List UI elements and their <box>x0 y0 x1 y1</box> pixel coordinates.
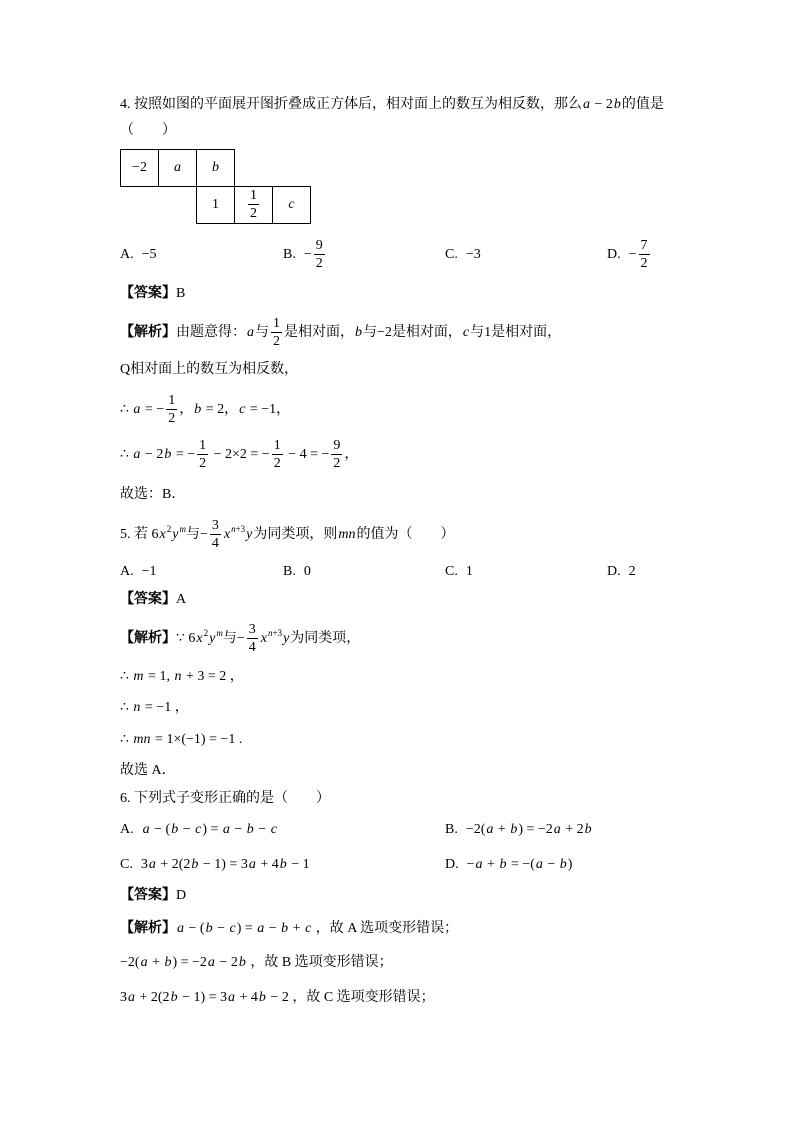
text-run: 与 <box>363 325 377 340</box>
math-expression: + <box>289 921 305 936</box>
fraction <box>314 239 325 271</box>
q5-analysis-line <box>120 618 360 658</box>
math-expression: − 2 <box>266 990 289 1005</box>
section-label: 【答案】 <box>120 591 176 607</box>
math-variable: n <box>231 524 236 534</box>
math-expression: ) = <box>236 921 257 936</box>
text-run: 与 <box>185 527 200 542</box>
math-variable: c <box>239 402 246 417</box>
q4-analysis-line <box>120 350 298 390</box>
math-variable: c <box>195 822 202 837</box>
q6-analysis-line <box>120 908 458 948</box>
text-run: A <box>176 592 187 607</box>
math-variable: a <box>553 822 561 837</box>
math-expression: − <box>230 822 246 837</box>
math-variable: b <box>246 822 254 837</box>
text-run: 的值是 <box>621 97 664 112</box>
math-variable: m <box>133 669 144 684</box>
math-expression: + 4 <box>236 990 258 1005</box>
math-variable: b <box>584 822 592 837</box>
q4-option-a <box>120 235 157 275</box>
math-expression: = 2 <box>202 402 225 417</box>
text-run: Q相对面上的数互为相反数， <box>120 362 299 377</box>
text-run: （ ） <box>120 123 176 138</box>
text-run: 的值为（ ） <box>356 527 455 542</box>
fraction-denominator: 2 <box>315 255 323 271</box>
fraction-denominator: 4 <box>211 535 219 551</box>
math-variable: b <box>171 822 179 837</box>
math-variable: a <box>583 97 590 112</box>
fraction-denominator: 4 <box>248 639 256 655</box>
text-run: 故选 A． <box>120 763 176 778</box>
math-variable: c <box>288 197 295 212</box>
math-variable: b <box>205 921 213 936</box>
fraction-numerator: 9 <box>333 437 341 453</box>
text-run: 故选：B． <box>120 487 186 502</box>
math-variable: m <box>216 628 223 638</box>
math-expression: −2( <box>120 955 140 970</box>
math-variable: a <box>257 921 265 936</box>
net-cell <box>158 149 197 187</box>
text-run: 为同类项， <box>290 631 361 646</box>
math-variable: b <box>510 822 518 837</box>
math-expression: ∴ <box>120 402 133 417</box>
math-expression: = − <box>172 447 196 462</box>
math-variable: a <box>142 822 150 837</box>
text-run: 5. 若 <box>120 527 152 542</box>
math-variable: b <box>281 921 289 936</box>
math-expression: 0 <box>303 564 311 579</box>
option-value <box>141 857 310 872</box>
math-expression: − 1) = 3 <box>199 857 248 872</box>
math-expression: + <box>148 955 164 970</box>
text-run: D <box>176 888 187 903</box>
math-variable: c <box>270 822 277 837</box>
q4-analysis-line <box>120 390 290 430</box>
math-expression: +3 <box>235 524 246 534</box>
math-expression: ) = −2 <box>172 955 207 970</box>
math-variable: a <box>207 955 215 970</box>
math-variable: b <box>212 160 219 175</box>
math-variable: b <box>499 857 507 872</box>
fraction-denominator: 2 <box>250 206 257 221</box>
math-expression: − <box>265 921 281 936</box>
fraction-numerator: 3 <box>248 621 256 637</box>
math-variable: a <box>475 857 483 872</box>
math-expression: 2 <box>203 628 209 638</box>
math-expression: 2 <box>628 564 636 579</box>
math-expression: = 1×(−1) = −1 . <box>151 732 243 747</box>
fraction <box>247 623 258 655</box>
math-variable: a <box>128 990 135 1005</box>
fraction-denominator: 2 <box>273 333 280 349</box>
option-value <box>142 564 157 579</box>
math-expression: ∴ <box>120 669 133 684</box>
q4-analysis-line <box>120 475 185 515</box>
option-label: A. <box>120 822 134 837</box>
q4-analysis-line <box>120 435 358 475</box>
section-label: 【答案】 <box>120 887 176 903</box>
math-expression: = −1 <box>246 402 277 417</box>
math-variable: n <box>267 628 273 638</box>
math-variable: n <box>133 700 141 715</box>
option-label: C. <box>445 247 458 262</box>
math-variable: a <box>228 990 236 1005</box>
fraction-numerator: 3 <box>211 517 219 533</box>
net-cell <box>196 186 235 224</box>
option-value <box>629 564 636 579</box>
section-label: 【解析】 <box>120 630 176 646</box>
math-expression: + 2 <box>561 822 584 837</box>
q4-answer <box>120 273 185 313</box>
math-expression: − 2 <box>141 447 164 462</box>
math-variable: b <box>613 97 621 112</box>
math-variable: c <box>305 921 312 936</box>
math-expression: ∴ <box>120 732 133 747</box>
fraction <box>272 439 283 471</box>
math-variable: b <box>279 857 287 872</box>
math-expression: − <box>213 921 229 936</box>
option-value <box>142 247 157 262</box>
math-expression: − 4 = − <box>284 447 330 462</box>
text-run: ， <box>226 669 244 684</box>
superscript <box>231 524 245 534</box>
math-expression: 3 <box>120 990 127 1005</box>
math-expression: +3 <box>272 628 283 638</box>
fraction <box>331 439 342 471</box>
fraction-denominator: 2 <box>168 410 176 426</box>
q4-analysis-line <box>120 312 561 352</box>
q5-stem <box>120 515 454 555</box>
q5-option-b <box>283 552 311 592</box>
math-expression: = −( <box>507 857 535 872</box>
math-expression: − ( <box>150 822 171 837</box>
math-variable: x <box>196 631 203 646</box>
math-expression: −1 <box>141 564 157 579</box>
math-expression: + <box>483 857 499 872</box>
fraction-denominator: 2 <box>199 455 207 471</box>
math-variable: y <box>209 631 216 646</box>
option-label: C. <box>120 857 133 872</box>
option-value <box>466 247 481 262</box>
q6-option-b <box>445 810 593 850</box>
text-run: 与 <box>255 325 269 340</box>
math-variable: b <box>238 955 246 970</box>
math-variable: mn <box>133 732 151 747</box>
math-variable: a <box>248 857 256 872</box>
math-expression: = − <box>141 402 165 417</box>
fraction-numerator: 1 <box>168 392 176 408</box>
net-cell <box>120 149 159 187</box>
fraction-denominator: 2 <box>273 455 281 471</box>
math-variable: b <box>559 857 567 872</box>
math-variable: x <box>260 631 267 646</box>
math-variable: b <box>164 955 172 970</box>
math-expression: − <box>254 822 270 837</box>
option-label: D. <box>607 247 621 262</box>
math-expression: − <box>543 857 559 872</box>
math-variable: a <box>140 955 148 970</box>
q5-answer <box>120 579 186 619</box>
option-label: A. <box>120 247 134 262</box>
math-variable: a <box>148 857 156 872</box>
math-expression: ∴ <box>120 447 133 462</box>
text-run: ， <box>276 402 291 417</box>
option-value <box>304 564 311 579</box>
text-run: 是相对面， <box>284 325 354 340</box>
option-label: B. <box>445 822 458 837</box>
q6-analysis-line <box>120 978 435 1018</box>
math-expression: − 2 <box>591 97 613 112</box>
q4-option-c <box>445 235 481 275</box>
math-expression: − <box>303 247 312 262</box>
math-expression: 2 <box>166 524 172 534</box>
net-cell <box>234 186 273 224</box>
math-expression: −3 <box>465 247 481 262</box>
math-variable: y <box>283 631 290 646</box>
math-variable: c <box>229 921 236 936</box>
math-variable: b <box>170 990 178 1005</box>
text-run: 是相对面， <box>391 325 462 340</box>
fraction-numerator: 9 <box>315 237 323 253</box>
text-run: B <box>176 286 186 301</box>
q6-option-a <box>120 810 278 850</box>
q4-answer-blank <box>120 111 176 151</box>
option-value <box>466 822 593 837</box>
math-variable: b <box>258 990 266 1005</box>
q4-option-b <box>283 235 327 275</box>
text-run: ， <box>171 700 189 715</box>
math-variable: mn <box>338 527 356 542</box>
math-expression: − <box>236 631 245 646</box>
fraction <box>197 439 208 471</box>
text-run: ， <box>224 402 239 417</box>
math-variable: y <box>246 527 253 542</box>
net-cell <box>196 149 235 187</box>
math-expression: −2( <box>465 822 486 837</box>
math-expression: ) = <box>202 822 222 837</box>
math-expression: − 1 <box>287 857 310 872</box>
text-run: ， <box>179 402 194 417</box>
math-expression: −2 <box>132 160 147 175</box>
math-variable: a <box>247 325 254 340</box>
q6-option-d <box>445 845 572 885</box>
option-label: D. <box>607 564 621 579</box>
math-expression: − <box>199 527 208 542</box>
math-expression: ∵ 6 <box>176 631 196 646</box>
math-variable: a <box>177 921 184 936</box>
math-expression: − ( <box>185 921 205 936</box>
fraction <box>248 189 259 221</box>
math-variable: a <box>133 447 141 462</box>
math-expression: + 2(2 <box>156 857 191 872</box>
math-variable: a <box>486 822 494 837</box>
section-label: 【答案】 <box>120 285 176 301</box>
math-variable: y <box>172 527 179 542</box>
option-value <box>303 237 327 271</box>
fraction-numerator: 7 <box>640 237 648 253</box>
math-expression: + 3 = 2 <box>182 669 227 684</box>
fraction <box>639 239 650 271</box>
superscript <box>268 628 282 638</box>
section-label: 【解析】 <box>120 920 176 936</box>
math-variable: n <box>174 669 182 684</box>
option-value <box>467 857 573 872</box>
math-variable: a <box>535 857 543 872</box>
math-expression: 3 <box>140 857 148 872</box>
option-label: B. <box>283 247 296 262</box>
math-variable: a <box>222 822 230 837</box>
math-variable: c <box>462 325 470 340</box>
text-run: 6. 下列式子变形正确的是（ ） <box>120 791 330 806</box>
math-variable: x <box>159 527 166 542</box>
fraction-numerator: 1 <box>273 437 281 453</box>
math-variable: x <box>223 527 231 542</box>
text-run: 4. 按照如图的平面展开图折叠成正方体后，相对面上的数互为相反数，那么 <box>120 97 582 112</box>
math-variable: a <box>174 160 181 175</box>
q6-analysis-line <box>120 943 393 983</box>
math-expression: − 1) = 3 <box>178 990 228 1005</box>
text-run: ，故 B 选项变形错误； <box>246 955 393 970</box>
fraction-denominator: 2 <box>333 455 341 471</box>
fraction <box>271 317 282 349</box>
math-expression: − <box>466 857 475 872</box>
fraction-denominator: 2 <box>640 255 648 271</box>
text-run: 由题意得： <box>176 325 246 340</box>
math-variable: b <box>355 325 362 340</box>
option-label: D. <box>445 857 459 872</box>
math-expression: − 2 <box>215 955 238 970</box>
math-expression: = 1, <box>144 669 174 684</box>
math-expression: + 2(2 <box>136 990 170 1005</box>
fraction-numerator: 1 <box>199 437 207 453</box>
text-run: 与1是相对面， <box>470 325 562 340</box>
math-expression: + 4 <box>256 857 279 872</box>
q4-option-d <box>607 235 652 275</box>
math-variable: b <box>194 402 202 417</box>
math-expression: + <box>494 822 510 837</box>
option-label: C. <box>445 564 458 579</box>
math-variable: m <box>179 524 186 534</box>
option-label: B. <box>283 564 296 579</box>
math-variable: a <box>133 402 141 417</box>
fraction <box>210 519 221 551</box>
math-expression: 1 <box>212 197 219 212</box>
math-expression: ) <box>567 857 573 872</box>
text-run: ，故 A 选项变形错误； <box>312 921 459 936</box>
math-expression: ∴ <box>120 700 133 715</box>
math-expression: − 2×2 = − <box>210 447 270 462</box>
text-run: 与 <box>222 631 237 646</box>
text-run: ，故 C 选项变形错误； <box>288 990 435 1005</box>
section-label: 【解析】 <box>120 324 176 340</box>
text-run: 为同类项，则 <box>253 527 338 542</box>
math-variable: b <box>164 447 172 462</box>
option-value <box>466 564 473 579</box>
math-expression: ) = −2 <box>518 822 553 837</box>
fraction-numerator: 1 <box>273 315 280 331</box>
option-label: A. <box>120 564 134 579</box>
option-value <box>628 237 652 271</box>
math-expression: 6 <box>151 527 159 542</box>
math-expression: −5 <box>141 247 157 262</box>
q4-stem <box>120 85 664 125</box>
math-expression: 1 <box>465 564 473 579</box>
q5-option-d <box>607 552 636 592</box>
math-expression: = −1 <box>141 700 172 715</box>
math-expression: − <box>179 822 195 837</box>
fraction-numerator: 1 <box>250 188 257 203</box>
math-expression: −2 <box>377 325 392 340</box>
math-expression: − <box>628 247 637 262</box>
math-variable: b <box>191 857 199 872</box>
fraction <box>166 394 177 426</box>
text-run: ， <box>344 447 359 462</box>
option-value <box>142 822 278 837</box>
q5-option-c <box>445 552 473 592</box>
net-cell <box>272 186 311 224</box>
